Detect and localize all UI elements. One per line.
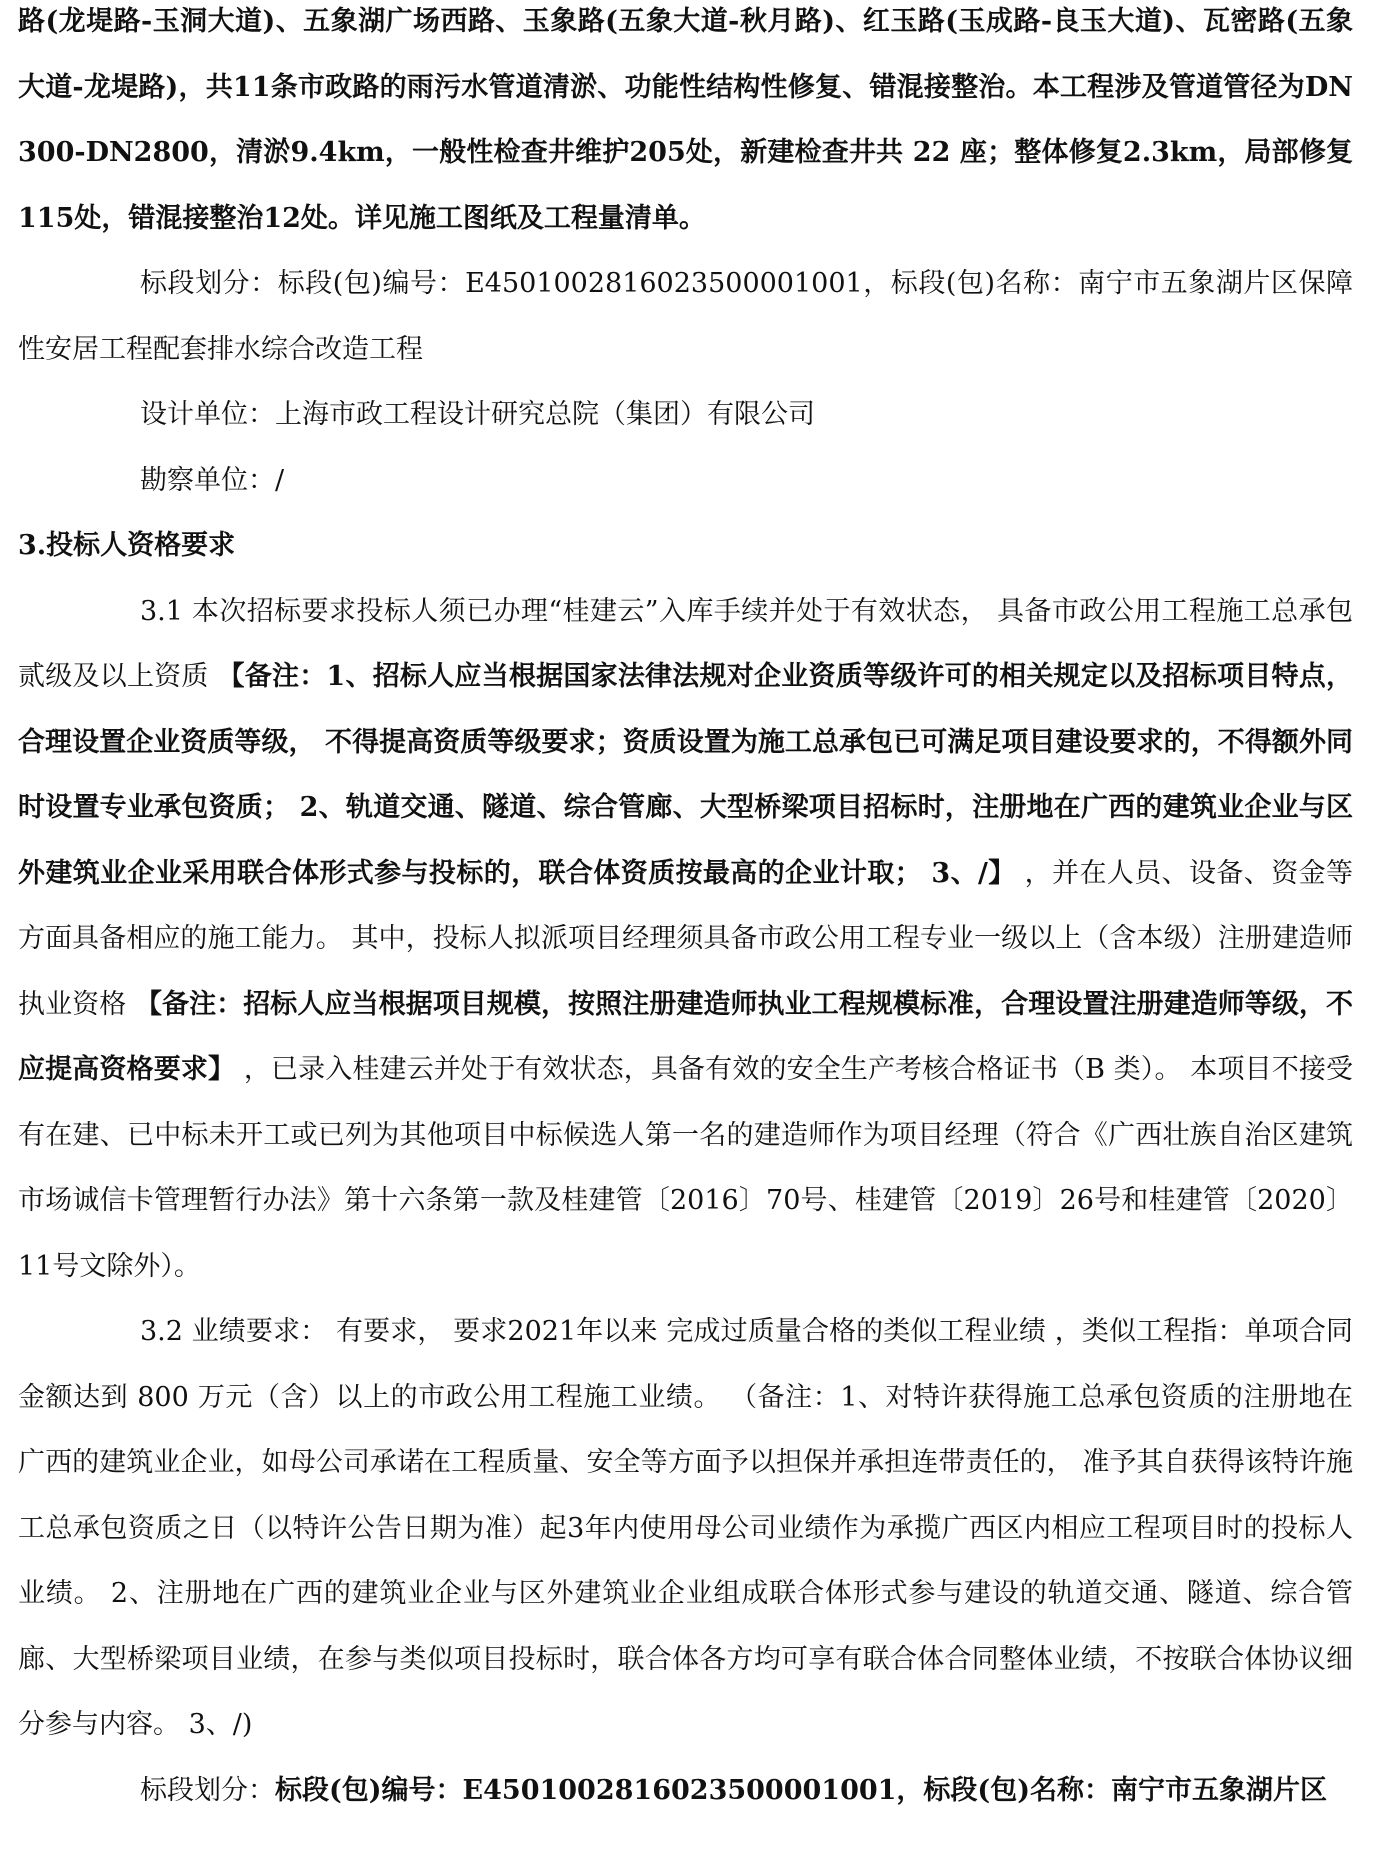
survey-unit-paragraph: 勘察单位：/	[140, 464, 285, 496]
section-division-paragraph-2	[18, 1758, 1353, 1824]
constructor-note-bold: 【备注：招标人应当根据项目规模，按照注册建造师执业工程规模标准，合理设置注册建造师等级，不应提高资格要求】	[18, 988, 1353, 1085]
section-division-value-bold: 标段(包)编号：E4501002816023500001001，标段(包)名称：南宁市五象湖片区	[275, 1774, 1327, 1806]
qualification-tail: ，已录入桂建云并处于有效状态，具备有效的安全生产考核合格证书（B 类）。 本项目不接受有在建、已中标未开工或已列为其他项目中标候选人第一名的建造师作为项目经理（符合《广西壮族自治区建筑市场诚信卡管理暂行办法》第十六条第一款及桂建管〔2016〕70号、桂建管〔2019〕26号和桂建管〔2020〕11号文除外）。	[18, 1054, 1353, 1282]
section-heading-bidder-qualification: 3.投标人资格要求	[18, 530, 236, 561]
qualification-paragraph	[18, 579, 1353, 1300]
section-division-paragraph	[18, 251, 1353, 382]
section-division-text: 标段划分：标段(包)编号：E4501002816023500001001，标段(包)名称：南宁市五象湖片区保障性安居工程配套排水综合改造工程	[18, 268, 1353, 365]
project-scope-paragraph: 路(龙堤路-玉洞大道)、五象湖广场西路、玉象路(五象大道-秋月路)、红玉路(玉成路-良玉大道)、瓦密路(五象大道-龙堤路)，共11条市政路的雨污水管道清淤、功能性结构性修复、错混接整治。本工程涉及管道管径为DN300-DN2800，清淤9.4km，一般性检查井维护205处，新建检查井共 22 座；整体修复2.3km，局部修复115处，错混接整治12处。详见施工图纸及工程量清单。	[18, 6, 1353, 234]
qualification-note-bold: 【备注：1、招标人应当根据国家法律法规对企业资质等级许可的相关规定以及招标项目特点，合理设置企业资质等级， 不得提高资质等级要求；资质设置为施工总承包已可满足项目建设要求的，不得额外同时设置专业承包资质； 2、轨道交通、隧道、综合管廊、大型桥梁项目招标时，注册地在广西的建筑业企业与区外建筑业企业采用联合体形式参与投标的，联合体资质按最高的企业计取； 3、/】	[18, 661, 1353, 889]
section-division-label: 标段划分：	[140, 1774, 275, 1806]
qualification-middle: ，并在人员、设备、资金等方面具备相应的施工能力。 其中，投标人拟派项目经理须具备市政公用工程专业一级以上（含本级）注册建造师执业资格	[18, 857, 1353, 1020]
design-unit-paragraph: 设计单位：上海市政工程设计研究总院（集团）有限公司	[140, 399, 815, 430]
performance-requirement-paragraph: 3.2 业绩要求： 有要求， 要求2021年以来 完成过质量合格的类似工程业绩 ，类似工程指：单项合同金额达到 800 万元（含）以上的市政公用工程施工业绩。 （备注：1、对特许获得施工总承包资质的注册地在广西的建筑业企业，如母公司承诺在工程质量、安全等方面予以担保并承担连带责任的， 准予其自获得该特许施工总承包资质之日（以特许公告日期为准）起3年内使用母公司业绩作为承揽广西区内相应工程项目时的投标人业绩。 2、注册地在广西的建筑业企业与区外建筑业企业组成联合体形式参与建设的轨道交通、隧道、综合管廊、大型桥梁项目业绩，在参与类似项目投标时，联合体各方均可享有联合体合同整体业绩，不按联合体协议细分参与内容。 3、/)	[18, 1316, 1353, 1740]
qualification-intro: 3.1 本次招标要求投标人须已办理“桂建云”入库手续并处于有效状态， 具备市政公用工程施工总承包贰级及以上资质	[18, 595, 1353, 692]
